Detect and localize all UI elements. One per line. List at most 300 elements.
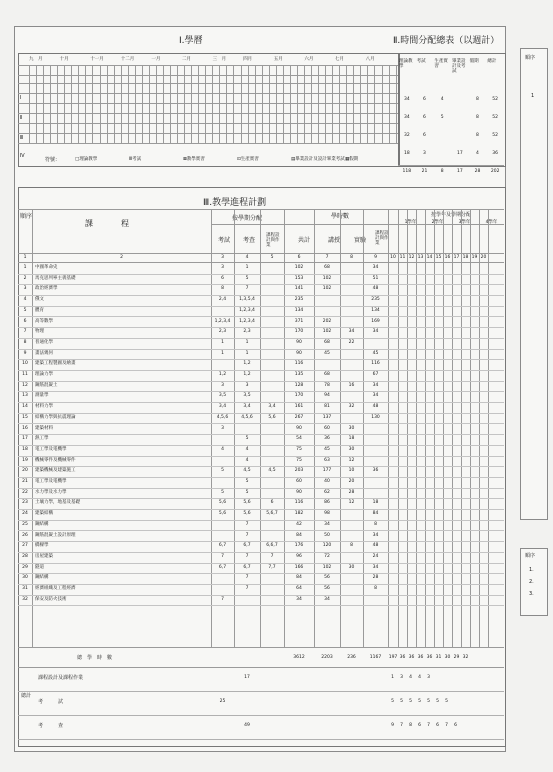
row-total: 134 xyxy=(294,307,304,313)
calendar-week-line xyxy=(57,65,58,143)
header-total: 共計 xyxy=(298,237,311,244)
footer-weekly-cell: 7 xyxy=(427,723,430,728)
total-hours-cell: 31 xyxy=(435,655,442,660)
row-lab: 10 xyxy=(348,468,355,474)
row-lecture: 68 xyxy=(324,372,330,377)
column-number: 6 xyxy=(297,255,301,260)
allocation-total: 8 xyxy=(440,169,444,174)
sidebar-top xyxy=(520,48,548,520)
calendar-week-line xyxy=(346,65,347,143)
row-dh: 169 xyxy=(371,318,380,324)
row-design: 6,6,7 xyxy=(266,543,278,549)
header-lecture: 講授 xyxy=(328,237,341,244)
calendar-week-line xyxy=(219,65,220,143)
column-number: 4 xyxy=(245,255,249,260)
row-dh: 48 xyxy=(372,286,379,292)
row-dh: 48 xyxy=(372,543,379,549)
calendar-week-line xyxy=(226,65,227,143)
row-dh: 51 xyxy=(372,275,379,281)
total-hours-cell: 3612 xyxy=(293,655,305,660)
row-test: 5 xyxy=(245,479,249,484)
year-header: 4學年 xyxy=(485,220,498,225)
row-name: 鋼筋混凝土設計原理 xyxy=(35,532,76,538)
row-total: 166 xyxy=(294,564,304,570)
footer-group-row xyxy=(18,667,504,692)
footer-group-label: 考 查 xyxy=(38,723,64,729)
allocation-cell: 3 xyxy=(423,151,426,156)
row-n: 31 xyxy=(22,586,28,591)
footer-weekly-cell: 5 xyxy=(400,699,403,704)
row-total: 161 xyxy=(294,404,304,410)
row-n: 24 xyxy=(22,511,28,517)
calendar-week-line xyxy=(325,65,326,143)
calendar-week-line xyxy=(283,65,284,143)
row-total: 90 xyxy=(296,425,302,431)
row-exam: 6 xyxy=(221,275,224,281)
legend-item: ⊡生產實習 xyxy=(237,157,259,162)
row-dh: 8 xyxy=(374,521,377,527)
total-hours-cell: 29 xyxy=(453,655,460,660)
total-hours-cell: 2203 xyxy=(321,655,333,660)
footer-weekly-cell: 4 xyxy=(418,675,421,680)
total-hours-cell: 236 xyxy=(347,655,356,660)
row-n: 16 xyxy=(22,425,28,431)
allocation-cell: 36 xyxy=(492,151,499,156)
row-test: 4 xyxy=(245,446,249,452)
row-total: 75 xyxy=(296,457,302,463)
row-n: 12 xyxy=(22,382,28,388)
row-lecture: 50 xyxy=(324,532,330,538)
row-lab: 30 xyxy=(348,425,355,431)
total-hours-cell: 1167 xyxy=(369,655,382,660)
column-number: 20 xyxy=(480,255,487,260)
allocation-cell: 52 xyxy=(492,97,499,102)
row-name: 熱工學 xyxy=(35,436,49,442)
row-design: 7 xyxy=(270,553,274,559)
row-n: 1 xyxy=(23,265,27,270)
footer-weekly-cell: 5 xyxy=(409,699,412,704)
row-lecture: 72 xyxy=(324,553,330,559)
row-total: 84 xyxy=(296,575,302,581)
time-allocation-rows xyxy=(398,97,504,163)
row-total: 64 xyxy=(296,586,302,591)
row-name: 電工學及電機學 xyxy=(35,446,67,452)
row-design: 3,4 xyxy=(268,404,276,410)
legend-item: ▦假期 xyxy=(345,157,359,162)
row-name: 中國革命史 xyxy=(35,265,58,270)
row-exam: 6,7 xyxy=(218,564,227,570)
total-hours-row xyxy=(285,655,505,663)
row-design: 5,6,7 xyxy=(266,511,278,517)
column-number: 1 xyxy=(23,255,27,260)
row-n: 18 xyxy=(22,446,28,452)
footer-weekly-cell: 7 xyxy=(445,723,448,728)
sidebar-top-label: 順序 xyxy=(525,55,536,61)
row-dh: 34 xyxy=(372,329,379,335)
row-lecture: 81 xyxy=(324,404,330,410)
column-number: 16 xyxy=(444,255,451,260)
row-name: 畫法幾何 xyxy=(35,350,53,356)
row-total: 90 xyxy=(296,350,302,356)
row-design: 4,5 xyxy=(268,468,276,474)
row-n: 8 xyxy=(23,339,27,345)
year-header: 2學年 xyxy=(431,220,444,225)
course-table-body xyxy=(18,263,504,602)
row-lecture: 63 xyxy=(324,457,330,463)
row-lecture: 60 xyxy=(324,425,330,431)
row-design: 7,7 xyxy=(268,564,276,570)
row-lecture: 62 xyxy=(324,489,330,495)
calendar-week-line xyxy=(205,65,206,143)
row-dh: 48 xyxy=(372,404,379,410)
row-n: 5 xyxy=(23,307,27,313)
calendar-week-line xyxy=(78,65,79,143)
row-name: 土壤力學，地基及基礎 xyxy=(35,500,80,506)
row-n: 14 xyxy=(22,404,28,410)
row-name: 高等數學 xyxy=(35,318,53,324)
calendar-week-line xyxy=(360,65,361,143)
row-lecture: 68 xyxy=(324,265,330,270)
header-design: 課程設計與作業 xyxy=(266,233,280,248)
row-exam: 1 xyxy=(221,339,224,345)
calendar-week-line xyxy=(290,65,291,143)
row-total: 135 xyxy=(294,372,304,377)
row-exam: 3,5 xyxy=(218,393,227,399)
row-total: 170 xyxy=(294,329,304,335)
row-total: 153 xyxy=(294,275,304,281)
footer-groups xyxy=(18,667,504,745)
row-total: 176 xyxy=(294,543,304,549)
allocation-cell: 52 xyxy=(492,133,499,138)
row-exam: 3 xyxy=(221,382,224,388)
calendar-week-line xyxy=(85,65,86,143)
calendar-week-line xyxy=(163,65,164,143)
row-lecture: 177 xyxy=(322,468,332,474)
calendar-week-line xyxy=(382,65,383,143)
calendar-week-line xyxy=(50,65,51,143)
row-name: 材料力學 xyxy=(35,404,53,410)
calendar-week-line xyxy=(43,65,44,143)
column-number-row xyxy=(18,253,504,262)
calendar-week-line xyxy=(297,65,298,143)
allocation-header: 生產實習 xyxy=(434,59,448,69)
row-lecture: 102 xyxy=(322,329,332,335)
row-test: 3,5 xyxy=(243,393,251,399)
row-n: 17 xyxy=(22,436,28,442)
row-dh: 24 xyxy=(372,553,379,559)
column-number: 17 xyxy=(453,255,460,260)
legend-item: ⊠教學實習 xyxy=(183,157,205,162)
allocation-cell: 4 xyxy=(440,97,444,102)
row-exam: 2,3 xyxy=(218,329,227,335)
row-test: 5 xyxy=(245,275,249,281)
row-test: 7 xyxy=(245,286,249,292)
calendar-week-line xyxy=(255,65,256,143)
column-number: 14 xyxy=(426,255,433,260)
allocation-cell: 52 xyxy=(492,115,499,120)
footer-weekly-cell: 1 xyxy=(391,675,394,680)
total-hours-cell: 36 xyxy=(426,655,433,660)
row-dh: 45 xyxy=(372,350,379,356)
row-test: 4,5 xyxy=(243,468,251,474)
header-weekly: 按學年及學期分配 xyxy=(430,212,471,218)
row-exam: 8 xyxy=(221,286,224,292)
header-exam: 考試 xyxy=(218,237,231,244)
year-label-2: Ⅱ xyxy=(20,115,23,121)
row-total: 182 xyxy=(294,511,304,517)
row-name: 經濟組織及工程經濟 xyxy=(35,586,76,591)
calendar-title: Ⅰ.學曆 xyxy=(179,36,203,46)
footer-weekly-cell: 6 xyxy=(454,723,457,728)
row-name: 水力學及水力學 xyxy=(35,489,67,495)
allocation-cell: 34 xyxy=(403,115,410,120)
month-label: 六月 xyxy=(304,57,314,62)
header-hours: 學時數 xyxy=(330,213,349,220)
row-total: 60 xyxy=(296,479,302,484)
row-dh: 235 xyxy=(371,297,380,303)
time-allocation-headers xyxy=(398,55,504,93)
row-exam: 3 xyxy=(221,425,224,431)
column-number: 5 xyxy=(270,255,274,260)
footer-weekly-cell: 3 xyxy=(400,675,403,680)
allocation-total: 17 xyxy=(456,169,463,174)
month-label: 九 月 xyxy=(29,57,43,62)
row-n: 3 xyxy=(23,286,27,292)
row-total: 54 xyxy=(296,436,302,442)
row-exam: 1,2,3,4 xyxy=(214,318,231,324)
allocation-total: 202 xyxy=(490,169,500,174)
total-hours-cell: 36 xyxy=(399,655,406,660)
row-n: 22 xyxy=(22,489,28,495)
allocation-cell: 6 xyxy=(423,133,426,138)
calendar-week-line xyxy=(248,65,249,143)
row-name: 馬克思列寧主義基礎 xyxy=(35,275,76,281)
allocation-total: 21 xyxy=(421,169,428,174)
row-lab: 30 xyxy=(348,564,355,570)
row-n: 20 xyxy=(22,468,28,474)
month-label: 十一月 xyxy=(90,57,104,62)
footer-weekly-cell: 5 xyxy=(427,699,430,704)
calendar-week-line xyxy=(184,65,185,143)
row-n: 30 xyxy=(22,575,28,581)
row-exam: 2,4 xyxy=(218,297,227,303)
calendar-week-line xyxy=(198,65,199,143)
row-dh: 34 xyxy=(372,564,379,570)
row-total: 116 xyxy=(294,361,304,367)
calendar-week-line xyxy=(396,65,397,143)
row-design: 5,6 xyxy=(268,414,276,420)
sidebar-bottom-item-3: 3. xyxy=(529,591,534,597)
row-lab: 12 xyxy=(348,457,355,463)
row-total: 90 xyxy=(296,489,302,495)
row-lecture: 45 xyxy=(324,446,330,452)
row-lecture: 120 xyxy=(322,543,332,549)
calendar-week-line xyxy=(262,65,263,143)
row-exam: 5,6 xyxy=(218,511,227,517)
row-lecture: 68 xyxy=(324,339,330,345)
teaching-plan-title: Ⅲ.教學進程計劃 xyxy=(203,198,267,208)
allocation-cell: 8 xyxy=(476,97,479,102)
calendar-week-line xyxy=(332,65,333,143)
row-total: 96 xyxy=(296,553,302,559)
row-total: 34 xyxy=(296,596,302,602)
row-test: 1,2,3,4 xyxy=(239,307,255,313)
row-lecture: 40 xyxy=(324,479,330,484)
row-name: 測量學 xyxy=(35,393,49,399)
year-label-1: Ⅰ xyxy=(20,95,22,101)
row-lab: 28 xyxy=(348,489,355,495)
total-hours-label: 總 學 時 數 xyxy=(77,655,113,661)
row-n: 2 xyxy=(23,275,27,281)
row-test: 2,3 xyxy=(243,329,251,335)
row-total: 371 xyxy=(294,318,304,324)
row-n: 23 xyxy=(22,500,28,506)
column-number: 12 xyxy=(408,255,415,260)
row-test: 5,6 xyxy=(243,511,251,517)
time-allocation-totals xyxy=(398,169,504,177)
calendar-week-line xyxy=(389,65,390,143)
calendar-month-row xyxy=(29,55,397,65)
total-hours-cell: 32 xyxy=(462,655,469,660)
row-n: 13 xyxy=(22,393,28,399)
calendar-week-line xyxy=(114,65,115,143)
calendar-week-line xyxy=(318,65,319,143)
row-test: 1 xyxy=(245,339,249,345)
legend-item: □理論教學 xyxy=(75,157,98,162)
row-lecture: 34 xyxy=(324,521,330,527)
allocation-total: 28 xyxy=(474,169,481,174)
row-n: 15 xyxy=(22,414,28,420)
row-n: 9 xyxy=(23,350,27,356)
row-dh: 34 xyxy=(372,265,379,270)
row-dh: 130 xyxy=(371,414,380,420)
row-name: 建築機械及建築施工 xyxy=(35,468,76,474)
row-n: 7 xyxy=(23,329,27,335)
row-lecture: 86 xyxy=(324,500,330,506)
row-lab: 12 xyxy=(348,500,355,506)
row-name: 物理 xyxy=(35,329,44,335)
row-total: 116 xyxy=(294,500,304,506)
footer-weekly-cell: 9 xyxy=(391,723,394,728)
allocation-cell: 8 xyxy=(476,133,479,138)
footer-weekly-cell: 6 xyxy=(418,723,421,728)
calendar-week-line xyxy=(241,65,242,143)
calendar-week-line xyxy=(339,65,340,143)
row-dh: 134 xyxy=(371,307,380,313)
row-test: 7 xyxy=(245,532,249,538)
row-name: 鋼結構 xyxy=(35,521,49,527)
calendar-week-line xyxy=(121,65,122,143)
row-dh: 18 xyxy=(372,500,379,506)
footer-weekly-cell: 5 xyxy=(436,699,439,704)
allocation-cell: 6 xyxy=(423,115,426,120)
row-lecture: 78 xyxy=(324,382,330,388)
calendar-week-line xyxy=(142,65,143,143)
month-label: 五月 xyxy=(273,57,283,62)
row-lecture: 36 xyxy=(324,436,330,442)
column-number: 13 xyxy=(417,255,424,260)
row-test: 4,5,6 xyxy=(241,414,253,420)
legend-label: 符號： xyxy=(45,157,61,163)
row-lecture: 102 xyxy=(322,275,332,281)
row-total: 235 xyxy=(294,297,304,303)
row-exam: 6,7 xyxy=(218,543,227,549)
allocation-cell: 34 xyxy=(403,97,410,102)
month-label: 十二月 xyxy=(120,57,135,62)
legend xyxy=(75,155,395,165)
row-test: 1,3,5,4 xyxy=(239,297,255,303)
row-lab: 20 xyxy=(348,479,355,484)
row-n: 21 xyxy=(22,479,28,484)
row-name: 鋼筋混凝土 xyxy=(35,382,58,388)
row-name: 機械零件及機械零件 xyxy=(35,457,76,463)
time-allocation-title: Ⅱ.時間分配總表（以週計） xyxy=(393,36,500,46)
header-semester: 按學期分配 xyxy=(231,215,262,222)
row-n: 6 xyxy=(23,318,27,324)
row-test: 1 xyxy=(245,350,249,356)
row-dh: 34 xyxy=(372,393,379,399)
allocation-header: 畢業設計及考試 xyxy=(452,59,466,74)
sidebar-top-number: 1 xyxy=(531,93,535,99)
document-sheet xyxy=(14,26,506,752)
row-exam: 5,6 xyxy=(218,500,227,506)
year-label-3: Ⅲ xyxy=(20,135,24,141)
footer-group-row xyxy=(18,715,504,740)
legend-item: Ⅲ考試 xyxy=(129,157,142,162)
footer-group-design: 17 xyxy=(244,675,250,680)
footer-weekly-cell: 8 xyxy=(409,723,412,728)
allocation-cell: 6 xyxy=(423,97,426,102)
row-total: 84 xyxy=(296,532,302,538)
row-n: 26 xyxy=(22,532,28,538)
row-test: 5 xyxy=(245,489,249,495)
row-name: 建築材料 xyxy=(35,425,53,431)
row-name: 理論力學 xyxy=(35,372,53,377)
calendar-week-line xyxy=(233,65,234,143)
header-design-hours: 課程設計與作業 xyxy=(375,231,389,246)
total-hours-cell: 36 xyxy=(408,655,415,660)
row-test: 3 xyxy=(245,382,249,388)
sidebar-bottom xyxy=(520,548,548,616)
row-dh: 36 xyxy=(372,468,379,474)
row-dh: 28 xyxy=(372,575,379,581)
allocation-header: 總計 xyxy=(487,59,497,64)
calendar-week-line xyxy=(269,65,270,143)
month-label: 二月 xyxy=(182,57,191,62)
row-n: 4 xyxy=(23,297,27,303)
footer-weekly-cell: 6 xyxy=(436,723,439,728)
calendar-week-line xyxy=(156,65,157,143)
column-number: 2 xyxy=(120,255,123,260)
allocation-header: 考試 xyxy=(416,59,426,64)
calendar-week-line xyxy=(64,65,65,143)
row-total: 102 xyxy=(294,265,304,270)
allocation-cell: 18 xyxy=(403,151,410,156)
allocation-cell: 32 xyxy=(403,133,410,138)
row-exam: 4 xyxy=(221,446,224,452)
row-exam: 5 xyxy=(221,489,224,495)
column-number: 10 xyxy=(390,255,396,260)
row-total: 141 xyxy=(294,286,304,292)
row-name: 橋樑學 xyxy=(35,543,49,549)
row-test: 6,7 xyxy=(243,543,251,549)
total-hours-cell: 36 xyxy=(417,655,424,660)
row-exam: 1 xyxy=(221,350,224,356)
row-test: 6,7 xyxy=(243,564,251,570)
column-number: 7 xyxy=(325,255,329,260)
footer-weekly-cell: 5 xyxy=(418,699,421,704)
row-name: 建築結構 xyxy=(35,511,53,517)
